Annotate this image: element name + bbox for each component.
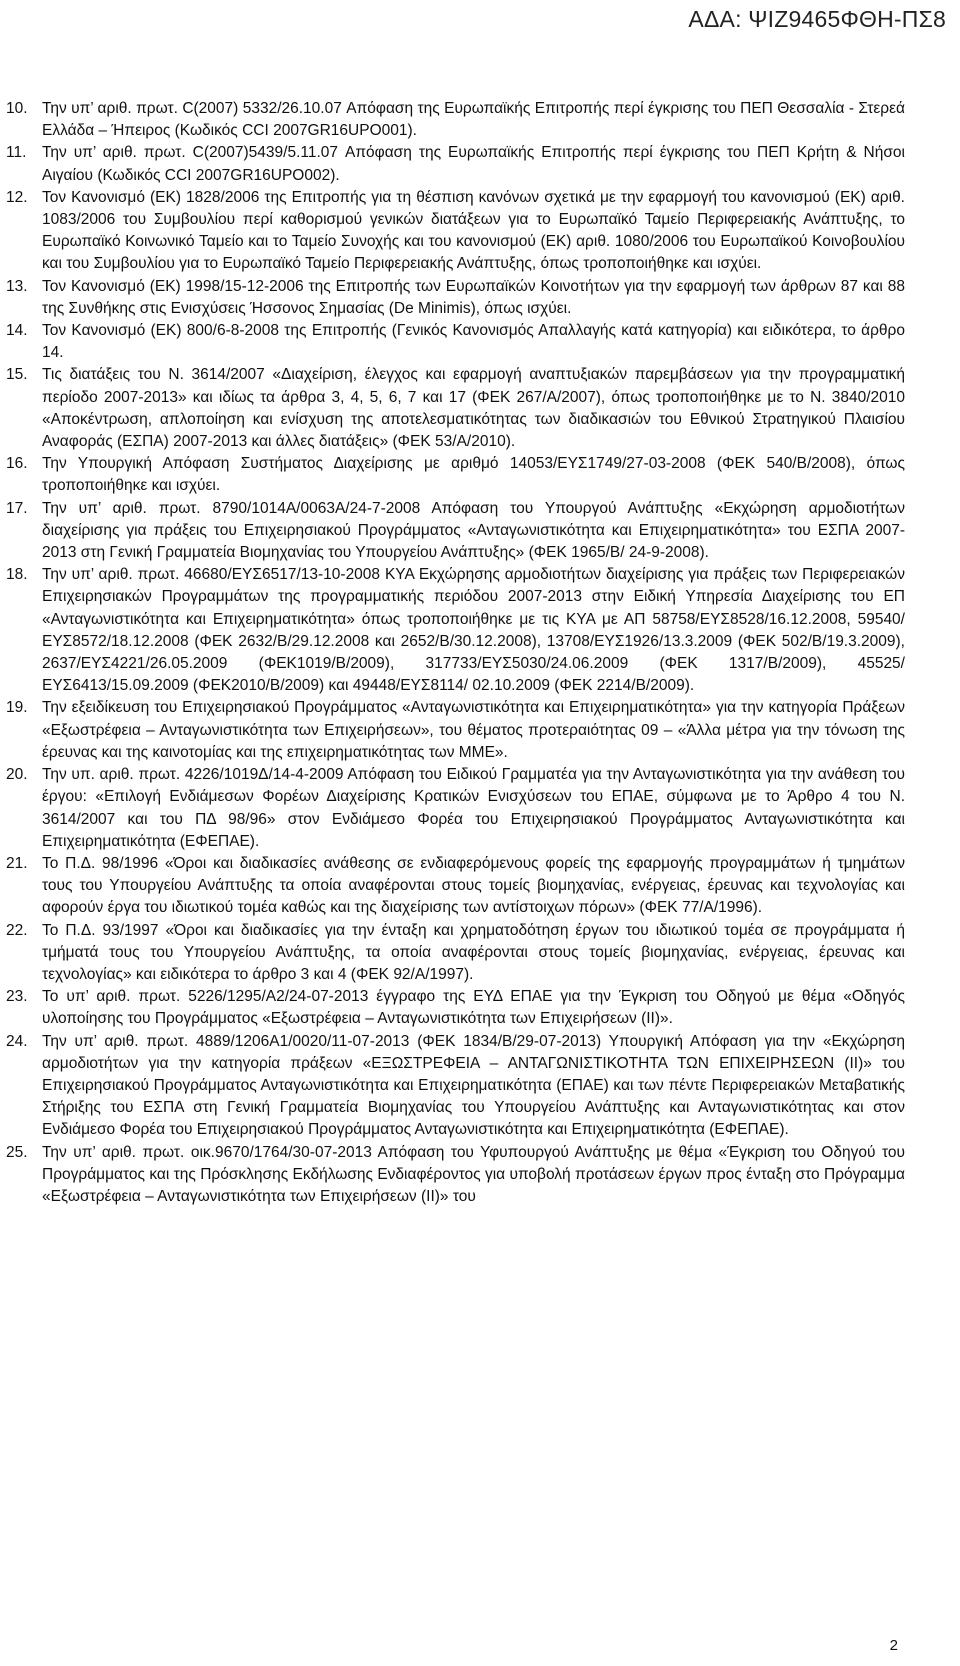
- list-item: [0, 142, 960, 186]
- item-number: 23.: [6, 988, 28, 1006]
- item-number: 20.: [6, 766, 28, 784]
- list-item: [0, 1142, 960, 1209]
- item-number: 15.: [6, 366, 28, 384]
- list-item: [0, 98, 960, 142]
- list-item: [0, 276, 960, 320]
- item-text: Την υπ’ αριθ. πρωτ. 46680/ΕΥΣ6517/13-10-2008 ΚΥΑ Εκχώρησης αρμοδιοτήτων διαχείρισης για πράξεις των Περιφερειακών Επιχειρησιακών Προγραμμάτων της προγραμματικής περιόδου 2007-2013 στην Ειδική Υπηρεσία Διαχείρισης του ΕΠ «Ανταγωνιστικότητα και Επιχειρηματικότητα» όπως τροποποιήθηκε με τις ΚΥΑ με ΑΠ 58758/ΕΥΣ8528/16.12.2008, 59540/ΕΥΣ8572/18.12.2008 (ΦΕΚ 2632/Β/29.12.2008 και 2652/Β/30.12.2008), 13708/ΕΥΣ1926/13.3.2009 (ΦΕΚ 502/Β/19.3.2009), 2637/ΕΥΣ4221/26.05.2009 (ΦΕΚ1019/Β/2009), 317733/ΕΥΣ5030/24.06.2009 (ΦΕΚ 1317/Β/2009), 45525/ΕΥΣ6413/15.09.2009 (ΦΕΚ2010/Β/2009) και 49448/ΕΥΣ8114/ 02.10.2009 (ΦΕΚ 2214/Β/2009).: [42, 566, 905, 695]
- item-text: Την υπ’ αριθ. πρωτ. 4889/1206Α1/0020/11-07-2013 (ΦΕΚ 1834/Β/29-07-2013) Υπουργική Απόφαση για την «Εκχώρηση αρμοδιοτήτων για την κατηγορία πράξεων «ΕΞΩΣΤΡΕΦΕΙΑ – ΑΝΤΑΓΩΝΙΣΤΙΚΟΤΗΤΑ ΤΩΝ ΕΠΙΧΕΙΡΗΣΕΩΝ (ΙΙ)» του Επιχειρησιακού Προγράμματος Ανταγωνιστικότητα και Επιχειρηματικότητα (ΕΠΑΕ) και των πέντε Περιφερειακών Μεταβατικής Στήριξης του ΕΣΠΑ στη Γενική Γραμματεία Βιομηχανίας του Υπουργείου Ανάπτυξης και Ανταγωνιστικότητας και στον Ενδιάμεσο Φορέα του Επιχειρησιακού Προγράμματος Ανταγωνιστικότητα και Επιχειρηματικότητα (ΕΦΕΠΑΕ).: [42, 1032, 905, 1139]
- item-number: 16.: [6, 455, 28, 473]
- list-item: [0, 364, 960, 453]
- list-item: [0, 1031, 960, 1142]
- list-item: [0, 986, 960, 1030]
- item-text: Τον Κανονισμό (ΕΚ) 1828/2006 της Επιτροπής για τη θέσπιση κανόνων σχετικά με την εφαρμογή του κανονισμού (ΕΚ) αριθ. 1083/2006 του Συμβουλίου περί καθορισμού γενικών διατάξεων για το Ευρωπαϊκό Ταμείο Περιφερειακής Ανάπτυξης, το Ευρωπαϊκό Κοινωνικό Ταμείο και το Ταμείο Συνοχής και του κανονισμού (ΕΚ) αριθ. 1080/2006 του Ευρωπαϊκού Κοινοβουλίου και του Συμβουλίου για το Ευρωπαϊκό Ταμείο Περιφερειακής Ανάπτυξης, όπως τροποποιήθηκε και ισχύει.: [42, 188, 905, 273]
- item-number: 24.: [6, 1032, 28, 1050]
- list-item: [0, 453, 960, 497]
- item-number: 17.: [6, 499, 28, 517]
- item-text: Την υπ’ αριθ. πρωτ. C(2007) 5332/26.10.07 Απόφαση της Ευρωπαϊκής Επιτροπής περί έγκρισης του ΠΕΠ Θεσσαλία - Στερεά Ελλάδα – Ήπειρος (Κωδικός CCI 2007GR16UPO001).: [42, 100, 905, 140]
- item-number: 13.: [6, 277, 28, 295]
- item-text: Τον Κανονισμό (ΕΚ) 1998/15-12-2006 της Επιτροπής των Ευρωπαϊκών Κοινοτήτων για την εφαρμογή των άρθρων 87 και 88 της Συνθήκης στις Ενισχύσεις Ήσσονος Σημασίας (De Minimis), όπως ισχύει.: [42, 277, 905, 317]
- list-item: [0, 764, 960, 853]
- item-text: Την εξειδίκευση του Επιχειρησιακού Προγράμματος «Ανταγωνιστικότητα και Επιχειρηματικότητα» για την κατηγορία Πράξεων «Εξωστρέφεια – Ανταγωνιστικότητα των Επιχειρήσεων», του θέματος προτεραιότητας 09 – «Άλλα μέτρα για την τόνωση της έρευνας και της καινοτομίας και της επιχειρηματικότητας των ΜΜΕ».: [42, 699, 905, 761]
- item-number: 14.: [6, 322, 28, 340]
- page-number: 2: [889, 1637, 898, 1654]
- list-item: [0, 564, 960, 697]
- item-text: Την υπ’ αριθ. πρωτ. οικ.9670/1764/30-07-2013 Απόφαση του Υφυπουργού Ανάπτυξης με θέμα «Έγκριση του Οδηγού του Προγράμματος και της Πρόσκλησης Εκδήλωσης Ενδιαφέροντος για υποβολή προτάσεων έργων προς ένταξη στο Πρόγραμμα «Εξωστρέφεια – Ανταγωνιστικότητα των Επιχειρήσεων (ΙΙ)» του: [42, 1143, 905, 1205]
- item-number: 18.: [6, 566, 28, 584]
- item-number: 19.: [6, 699, 28, 717]
- ada-code-header: ΑΔΑ: ΨΙΖ9465ΦΘΗ-ΠΣ8: [688, 6, 946, 32]
- item-text: Τον Κανονισμό (ΕΚ) 800/6-8-2008 της Επιτροπής (Γενικός Κανονισμός Απαλλαγής κατά κατηγορία) και ειδικότερα, το άρθρο 14.: [42, 322, 905, 362]
- item-text: Το υπ’ αριθ. πρωτ. 5226/1295/Α2/24-07-2013 έγγραφο της ΕΥΔ ΕΠΑΕ για την Έγκριση του Οδηγού με θέμα «Οδηγός υλοποίησης του Προγράμματος «Εξωστρέφεια – Ανταγωνιστικότητα των Επιχειρήσεων (ΙΙ)».: [42, 988, 905, 1028]
- item-number: 12.: [6, 188, 28, 206]
- list-item: [0, 187, 960, 276]
- item-text: Την Υπουργική Απόφαση Συστήματος Διαχείρισης με αριθμό 14053/ΕΥΣ1749/27-03-2008 (ΦΕΚ 540/Β/2008), όπως τροποποιήθηκε και ισχύει.: [42, 455, 905, 495]
- item-number: 10.: [6, 100, 28, 117]
- item-number: 22.: [6, 921, 28, 939]
- list-item: [0, 498, 960, 565]
- item-number: 21.: [6, 854, 28, 872]
- list-item: [0, 320, 960, 364]
- item-text: Τις διατάξεις του Ν. 3614/2007 «Διαχείριση, έλεγχος και εφαρμογή αναπτυξιακών παρεμβάσεων για την προγραμματική περίοδο 2007-2013» και ιδίως τα άρθρα 3, 4, 5, 6, 7 και 17 (ΦΕΚ 267/Α/2007), όπως τροποποιήθηκε με το Ν. 3840/2010 «Αποκέντρωση, απλοποίηση και ενίσχυση της αποτελεσματικότητας των διαδικασιών του Εθνικού Στρατηγικού Πλαισίου Αναφοράς (ΕΣΠΑ) 2007-2013 και άλλες διατάξεις» (ΦΕΚ 53/Α/2010).: [42, 366, 905, 451]
- list-item: [0, 697, 960, 764]
- item-text: Το Π.Δ. 98/1996 «Όροι και διαδικασίες ανάθεσης σε ενδιαφερόμενους φορείς της εφαρμογής προγραμμάτων ή τμημάτων τους του Υπουργείου Ανάπτυξης τα οποία αναφέρονται στους τομείς βιομηχανίας, ενέργειας, έρευνας και τεχνολογίας και αφορούν έργα του ιδιωτικού τομέα καθώς και της διαχείρισης των αντίστοιχων πόρων» (ΦΕΚ 77/Α/1996).: [42, 854, 905, 917]
- list-item: [0, 853, 960, 920]
- item-text: Την υπ. αριθ. πρωτ. 4226/1019Δ/14-4-2009 Απόφαση του Ειδικού Γραμματέα για την Ανταγωνιστικότητα για την ανάθεση του έργου: «Επιλογή Ενδιάμεσων Φορέων Διαχείρισης Κρατικών Ενισχύσεων του ΕΠΑΕ, σύμφωνα με το Άρθρο 4 του Ν. 3614/2007 και του ΠΔ 98/96» στον Ενδιάμεσο Φορέα του Επιχειρησιακού Προγράμματος Ανταγωνιστικότητα και Επιχειρηματικότητα (ΕΦΕΠΑΕ).: [42, 766, 905, 850]
- item-text: Την υπ’ αριθ. πρωτ. 8790/1014Α/0063Α/24-7-2008 Απόφαση του Υπουργού Ανάπτυξης «Εκχώρηση αρμοδιοτήτων διαχείρισης για πράξεις του Επιχειρησιακού Προγράμματος «Ανταγωνιστικότητα και Επιχειρηματικότητα» του ΕΣΠΑ 2007-2013 στη Γενική Γραμματεία Βιομηχανίας του Υπουργείου Ανάπτυξης» (ΦΕΚ 1965/Β/ 24-9-2008).: [42, 499, 905, 562]
- document-body: [0, 98, 960, 1208]
- item-number: 11.: [6, 144, 27, 162]
- item-text: Την υπ’ αριθ. πρωτ. C(2007)5439/5.11.07 Απόφαση της Ευρωπαϊκής Επιτροπής περί έγκρισης του ΠΕΠ Κρήτη & Νήσοι Αιγαίου (Κωδικός CCI 2007GR16UPO002).: [42, 144, 905, 184]
- list-item: [0, 920, 960, 987]
- item-text: Το Π.Δ. 93/1997 «Όροι και διαδικασίες για την ένταξη και χρηματοδότηση έργων του ιδιωτικού τομέα σε προγράμματα ή τμήματά τους του Υπουργείου Ανάπτυξης, τα οποία αναφέρονται στους τομείς βιομηχανίας, ενέργειας, έρευνας και τεχνολογίας» και ειδικότερα το άρθρο 3 και 4 (ΦΕΚ 92/Α/1997).: [42, 921, 905, 983]
- item-number: 25.: [6, 1143, 28, 1161]
